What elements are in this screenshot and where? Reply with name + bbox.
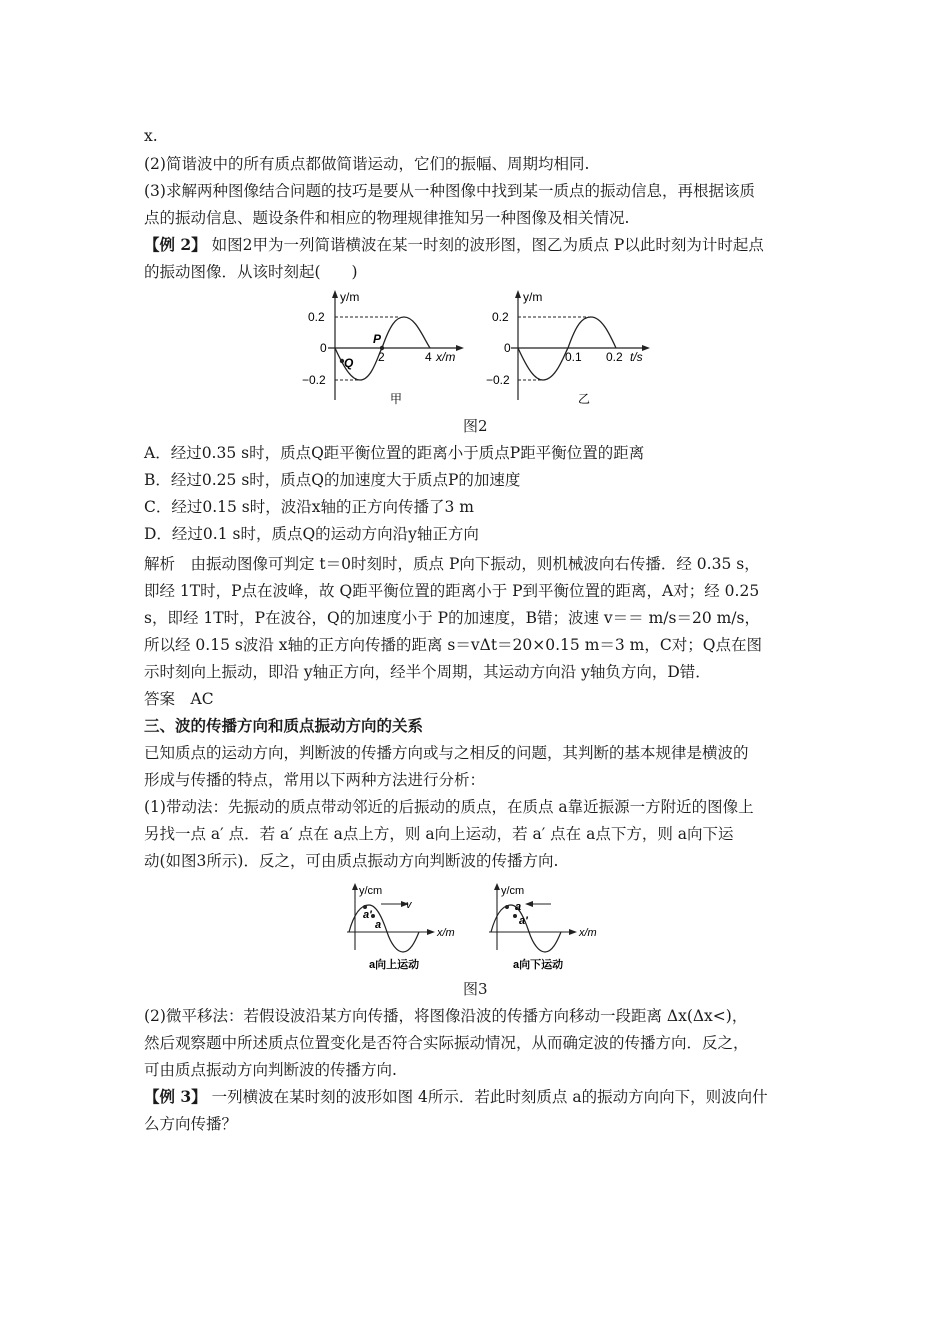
option-b: B．经过0.25 s时，质点Q的加速度大于质点P的加速度 <box>144 471 521 489</box>
fig3-right-ylabel: y/cm <box>501 885 525 897</box>
jia-tick: 0.2 <box>308 310 325 324</box>
example-3-tag: 【例 3】 <box>144 1087 207 1106</box>
figure-3-caption: 图3 <box>463 980 488 998</box>
jia-tick: 2 <box>378 350 385 364</box>
text-line: 然后观察题中所述质点位置变化是否符合实际振动情况，从而确定波的传播方向．反之， <box>144 1034 749 1052</box>
yi-tick: −0.2 <box>486 373 510 387</box>
point-q-label: Q <box>344 356 354 370</box>
solution-line: 解析 由振动图像可判定 t＝0时刻时，质点 P向下振动，则机械波向右传播．经 0.35 s， <box>144 555 760 573</box>
fig3-right-a-prime: a′ <box>519 915 528 927</box>
text-line: 点的振动信息、题设条件和相应的物理规律推知另一种图像及相关情况. <box>144 209 630 227</box>
solution-line: s，即经 1T时，P在波谷，Q的加速度小于 P的加速度，B错；波速 v＝＝ m/s＝20 m/s， <box>144 609 760 627</box>
jia-tick: 4 <box>425 350 432 364</box>
example-2-line <box>144 235 764 255</box>
section-heading: 三、波的传播方向和质点振动方向的关系 <box>144 716 424 735</box>
option-a: A．经过0.35 s时，质点Q距平衡位置的距离小于质点P距平衡位置的距离 <box>144 444 645 462</box>
fig3-left-ylabel: y/cm <box>359 885 383 897</box>
jia-tick: 0 <box>320 341 327 355</box>
text-line: (2)简谐波中的所有质点都做简谐运动，它们的振幅、周期均相同. <box>144 155 590 173</box>
yi-name: 乙 <box>578 392 591 406</box>
answer: 答案 AC <box>144 690 214 708</box>
figure-2-yi <box>486 290 650 406</box>
text-line: (3)求解两种图像结合问题的技巧是要从一种图像中找到某一质点的振动信息，再根据该质 <box>144 182 755 200</box>
fig3-left-v: v <box>406 899 412 911</box>
text-line: (1)带动法：先振动的质点带动邻近的后振动的质点，在质点 a靠近振源一方附近的图像上 <box>144 798 754 816</box>
jia-ylabel: y/m <box>340 290 360 304</box>
text-line: 动(如图3所示)．反之，可由质点振动方向判断波的传播方向. <box>144 852 559 870</box>
jia-xlabel: x/m <box>436 350 456 364</box>
text-line: (2)微平移法：若假设波沿某方向传播，将图像沿波的传播方向移动一段距离 Δx(Δx<)， <box>144 1007 748 1025</box>
yi-tick: 0 <box>504 341 511 355</box>
figure-2 <box>300 285 670 410</box>
point-p-label: P <box>373 332 382 346</box>
example-3-text: 一列横波在某时刻的波形如图 4所示．若此时刻质点 a的振动方向向下，则波向什 <box>211 1088 768 1106</box>
solution-line: 所以经 0.15 s波沿 x轴的正方向传播的距离 s＝vΔt＝20×0.15 m＝3 m，C对；Q点在图 <box>144 636 762 654</box>
text-line: 么方向传播？ <box>144 1115 238 1133</box>
option-d: D．经过0.1 s时，质点Q的运动方向沿y轴正方向 <box>144 525 479 543</box>
yi-tick: 0.2 <box>492 310 509 324</box>
figure-2-caption: 图2 <box>463 417 488 435</box>
fig3-left-a-prime: a′ <box>363 909 372 921</box>
text-line: 的振动图像．从该时刻起( ) <box>144 263 358 281</box>
example-3-line <box>144 1087 768 1107</box>
figure-3-right <box>489 883 597 971</box>
figure-3-left <box>347 883 455 971</box>
fig3-right-caption: a向下运动 <box>513 959 564 971</box>
text-line: 形成与传播的特点，常用以下两种方法进行分析： <box>144 771 486 789</box>
solution-line: 示时刻向上振动，即沿 y轴正方向，经半个周期，其运动方向沿 y轴负方向，D错． <box>144 663 711 681</box>
yi-xlabel: t/s <box>630 350 643 364</box>
fig3-right-xlabel: x/m <box>579 927 597 939</box>
text-line: 另找一点 a′ 点．若 a′ 点在 a点上方，则 a向上运动，若 a′ 点在 a点下方，则 a向下运 <box>144 825 734 843</box>
figure-3 <box>335 880 615 975</box>
jia-tick: −0.2 <box>302 373 326 387</box>
fig3-right-a: a <box>515 901 522 913</box>
text-line: 已知质点的运动方向，判断波的传播方向或与之相反的问题，其判断的基本规律是横波的 <box>144 744 749 762</box>
yi-ylabel: y/m <box>523 290 543 304</box>
yi-tick: 0.1 <box>565 350 582 364</box>
option-c: C．经过0.15 s时，波沿x轴的正方向传播了3 m <box>144 498 474 516</box>
fig3-left-xlabel: x/m <box>437 927 455 939</box>
figure-2-jia <box>302 290 464 406</box>
example-2-tag: 【例 2】 <box>144 235 207 254</box>
solution-line: 即经 1T时，P点在波峰，故 Q距平衡位置的距离小于 P到平衡位置的距离，A对；经 0.25 <box>144 582 760 600</box>
text-line: 可由质点振动方向判断波的传播方向. <box>144 1061 397 1079</box>
jia-name: 甲 <box>390 392 403 406</box>
fig3-left-caption: a向上运动 <box>369 959 420 971</box>
fig3-left-a: a <box>375 919 382 931</box>
example-2-text: 如图2甲为一列简谐横波在某一时刻的波形图，图乙为质点 P以此时刻为计时起点 <box>211 236 764 254</box>
yi-tick: 0.2 <box>606 350 623 364</box>
text-line: x. <box>144 127 158 145</box>
